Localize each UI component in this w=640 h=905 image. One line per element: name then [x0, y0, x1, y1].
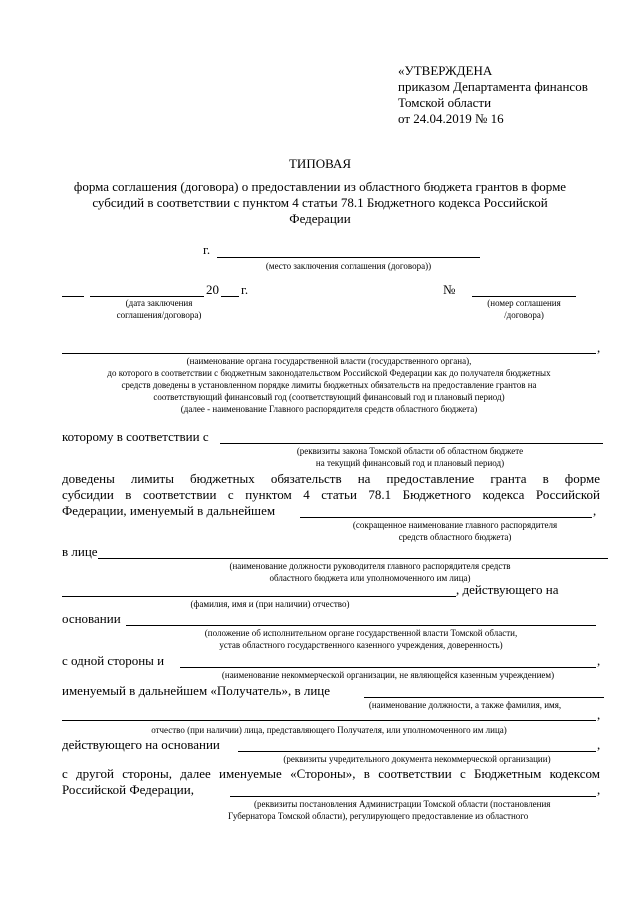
side2-note-2: Губернатора Томской области), регулирующего предоставление из областного: [228, 811, 529, 821]
side2-line-2: Российской Федерации,: [62, 782, 194, 797]
side1-note: (наименование некоммерческой организации, не являющейся казенным учреждением): [221, 670, 555, 680]
date-year-prefix: 20: [206, 282, 219, 297]
person-text: в лице: [62, 544, 98, 559]
recipient-name-field[interactable]: [62, 720, 596, 721]
basis-field[interactable]: [126, 625, 596, 626]
basis-text: основании: [62, 611, 121, 626]
number-caption-2: /договора): [504, 310, 544, 320]
position-field[interactable]: [98, 558, 608, 559]
approval-line-4: от 24.04.2019 № 16: [398, 111, 504, 126]
date-year-field[interactable]: [221, 296, 239, 297]
limits-line-2: субсидии в соответствии с пунктом 4 статьи 78.1 Бюджетного кодекса Российской: [62, 487, 600, 502]
acting-basis-text: действующего на основании: [62, 737, 220, 752]
date-caption-2: соглашения/договора): [116, 310, 202, 320]
side1-text: с одной стороны и: [62, 653, 165, 668]
date-caption-1: (дата заключения: [125, 298, 193, 308]
limits-note-2: средств областного бюджета): [398, 532, 512, 542]
limits-comma: ,: [593, 503, 597, 518]
acting-basis-comma: ,: [597, 737, 601, 752]
date-month-field[interactable]: [90, 296, 204, 297]
recipient-note-2: отчество (при наличии) лица, представляющего Получателя, или уполномоченного им лица): [151, 725, 507, 735]
title-line-2: субсидий в соответствии с пунктом 4 статьи 78.1 Бюджетного кодекса Российской: [92, 195, 548, 210]
person-note-2: областного бюджета или уполномоченного им лица): [269, 573, 471, 583]
approval-line-2: приказом Департамента финансов: [398, 79, 588, 94]
place-prefix: г.: [203, 242, 211, 257]
recipient-comma: ,: [597, 707, 601, 722]
regulation-field[interactable]: [230, 796, 596, 797]
acting-basis-note: (реквизиты учредительного документа некоммерческой организации): [283, 754, 551, 764]
limits-line-3: Федерации, именуемый в дальнейшем: [62, 503, 276, 518]
authority-note-4: соответствующий финансовый год (соответствующий финансовый год и плановый период): [153, 392, 505, 402]
recipient-position-field[interactable]: [364, 697, 604, 698]
side2-line-1: с другой стороны, далее именуемые «Стороны», в соответствии с Бюджетным кодексом: [62, 766, 600, 781]
law-note-2: на текущий финансовый год и плановый период): [315, 458, 505, 468]
law-note-1: (реквизиты закона Томской области об областном бюджете: [296, 446, 524, 456]
form-title: ТИПОВАЯ: [288, 156, 352, 171]
organization-field[interactable]: [180, 667, 596, 668]
date-day-field[interactable]: [62, 296, 84, 297]
authority-note-3: средств доведены в установленном порядке лимиты бюджетных обязательств на предоставление грантов на: [121, 380, 537, 390]
title-line-3: Федерации: [289, 211, 351, 226]
person-note-1: (наименование должности руководителя главного распорядителя средств: [229, 561, 511, 571]
authority-comma: ,: [597, 340, 601, 355]
place-caption: (место заключения соглашения (договора)): [265, 261, 432, 271]
limits-note-1: (сокращенное наименование главного распорядителя: [352, 520, 558, 530]
side1-comma: ,: [597, 653, 601, 668]
title-line-1: форма соглашения (договора) о предоставлении из областного бюджета грантов в форме: [73, 179, 567, 194]
authority-note-5: (далее - наименование Главного распорядителя средств областного бюджета): [180, 404, 478, 414]
number-caption-1: (номер соглашения: [487, 298, 561, 308]
authority-note-2: до которого в соответствии с бюджетным законодательством Российской Федерации как до получателя бюджетных: [107, 368, 551, 378]
full-name-field[interactable]: [62, 596, 456, 597]
charter-field[interactable]: [238, 751, 596, 752]
side2-comma: ,: [597, 782, 601, 797]
basis-note-2: устав областного государственного казенного учреждения, доверенность): [219, 640, 503, 650]
recipient-text: именуемый в дальнейшем «Получатель», в лице: [62, 683, 331, 698]
law-text: которому в соответствии с: [62, 429, 209, 444]
law-field[interactable]: [220, 443, 603, 444]
agreement-number-field[interactable]: [472, 296, 576, 297]
basis-note-1: (положение об исполнительном органе государственной власти Томской области,: [204, 628, 518, 638]
recipient-note-1: (наименование должности, а также фамилия, имя,: [368, 700, 562, 710]
number-sign: №: [443, 282, 456, 297]
person-note-3: (фамилия, имя и (при наличии) отчество): [190, 599, 350, 609]
short-name-field[interactable]: [300, 517, 592, 518]
limits-line-1: доведены лимиты бюджетных обязательств на предоставление гранта в форме: [62, 471, 600, 486]
place-field[interactable]: [217, 257, 480, 258]
person-acting: , действующего на: [456, 582, 559, 597]
side2-note-1: (реквизиты постановления Администрации Томской области (постановления: [254, 799, 551, 809]
approval-line-1: «УТВЕРЖДЕНА: [398, 63, 493, 78]
authority-field[interactable]: [62, 353, 596, 354]
authority-note-1: (наименование органа государственной власти (государственного органа),: [186, 356, 472, 366]
date-year-suffix: г.: [241, 282, 249, 297]
approval-line-3: Томской области: [398, 95, 492, 110]
